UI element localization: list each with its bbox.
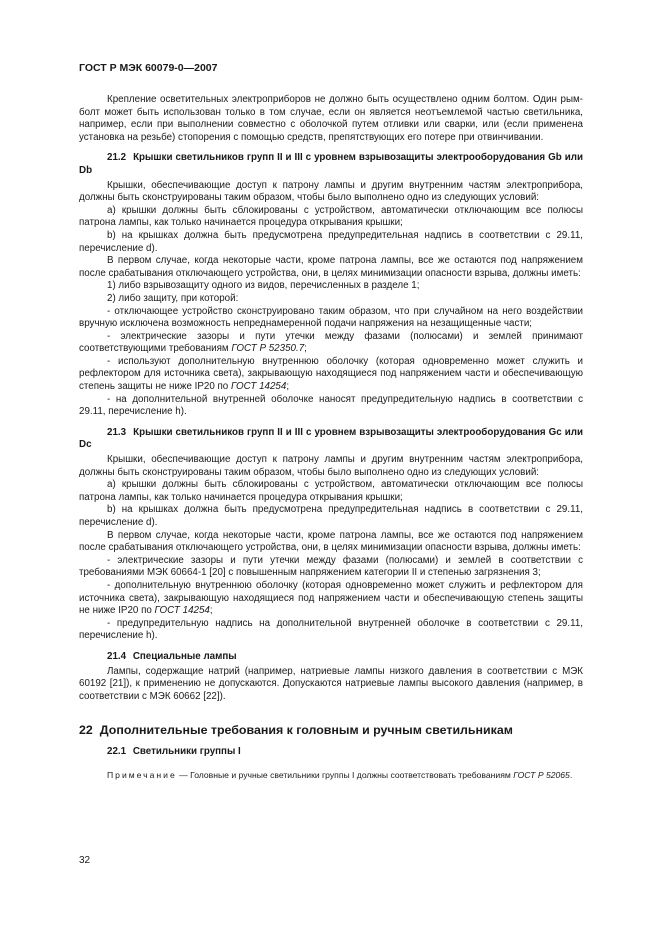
text: ; bbox=[286, 381, 290, 393]
list-item: b) на крышках должна быть предусмотрена предупредительная надпись в соответствии с 29.11, перечисление d). bbox=[79, 229, 583, 254]
section-number: 22 bbox=[79, 723, 93, 738]
text: . bbox=[569, 769, 573, 780]
section-title: Светильники группы I bbox=[132, 745, 241, 757]
note-text: — Головные и ручные светильники группы I должны соответствовать требованиям bbox=[176, 769, 514, 780]
page-number: 32 bbox=[79, 855, 91, 866]
list-item bbox=[79, 331, 583, 356]
intro-paragraph: Крепление осветительных электроприборов не должно быть осуществлено одним болтом. Один рым-болт может быть использован только в том случае, если он является неотъемлемой частью светильника, например, если при выполнении совместно с оболочкой путем отливки или сварки, или (если применена установка на резьбе) стопорения с помощью средств, препятствующих его потере при отвинчивании. bbox=[79, 94, 583, 143]
paragraph: В первом случае, когда некоторые части, кроме патрона лампы, все же остаются под напряжением после срабатывания отключающего устройства, они, в целях минимизации опасности взрыва, должны иметь: bbox=[79, 529, 583, 554]
text: - электрические зазоры и пути утечки между фазами (полюсами) и землей принимают соответствующими требованиям bbox=[79, 330, 583, 355]
list-item bbox=[79, 580, 583, 618]
section-title: Крышки светильников групп II и III с уровнем взрывозащиты электрооборудования Gb или Db bbox=[79, 152, 583, 176]
standard-reference: ГОСТ Р 52350.7 bbox=[231, 343, 305, 355]
note bbox=[79, 770, 583, 781]
section-number: 21.3 bbox=[107, 426, 127, 438]
section-number: 21.2 bbox=[107, 152, 127, 164]
section-title: Дополнительные требования к головным и ручным светильникам bbox=[99, 723, 513, 738]
list-item: - предупредительную надпись на дополнительной внутренней оболочке в соответствии с 29.11, перечисление h). bbox=[79, 617, 583, 642]
section-21-4-heading bbox=[79, 651, 583, 664]
list-item: b) на крышках должна быть предусмотрена предупредительная надпись в соответствии с 29.11, перечисление d). bbox=[79, 504, 583, 528]
text: - используют дополнительную внутреннюю оболочку (которая одновременно может служить и рефлектором для источника света), закрывающую находящиеся под напряжением части и обеспечивающую степень защиты не ниже IP20 по bbox=[79, 355, 583, 393]
paragraph: Крышки, обеспечивающие доступ к патрону лампы и другим внутренним частям электроприбора, должны быть сконструированы таким образом, чтобы было выполнено одно из следующих условий: bbox=[79, 179, 583, 204]
text: ; bbox=[304, 343, 307, 355]
section-title: Специальные лампы bbox=[132, 650, 237, 662]
section-22-1-heading bbox=[79, 746, 583, 759]
list-item: а) крышки должны быть сблокированы с устройством, автоматически отключающим все полюсы патрона лампы, как только начинается процедура открывания крышки; bbox=[79, 204, 583, 229]
text: - дополнительную внутреннюю оболочку (которая одновременно может служить и рефлектором для источника света), закрывающую находящиеся под напряжением части и обеспечивающую степень защиты не ниже IP20 по bbox=[79, 579, 583, 617]
standard-reference: ГОСТ Р 52065 bbox=[513, 769, 570, 780]
document-body bbox=[79, 94, 583, 781]
note-label: Примечание bbox=[107, 769, 177, 780]
list-item: 2) либо защиту, при которой: bbox=[107, 292, 239, 304]
section-21-2-heading bbox=[79, 152, 583, 177]
paragraph: Лампы, содержащие натрий (например, натриевые лампы низкого давления в соответствии с МЭК 60192 [21]), к применению не допускаются. Допускаются натриевые лампы высокого давления (например, в соответствии с МЭК 60662 [22]). bbox=[79, 665, 583, 702]
section-number: 22.1 bbox=[107, 745, 127, 757]
list-item: - электрические зазоры и пути утечки между фазами (полюсами) и землей в соответствии с требованиями МЭК 60664-1 [20] с повышенным напряжением категории II и степенью загрязнения 3; bbox=[79, 554, 583, 579]
list-item bbox=[79, 356, 583, 394]
standard-reference: ГОСТ 14254 bbox=[154, 605, 210, 617]
list-item: - отключающее устройство сконструировано таким образом, что при случайном на него воздействии вручную исключена возможность непреднамеренной подачи напряжения на незащищенные части; bbox=[79, 305, 583, 330]
standard-reference: ГОСТ 14254 bbox=[230, 381, 287, 393]
list-item: - на дополнительной внутренней оболочке наносят предупредительную надпись в соответствии с 29.11, перечисление h). bbox=[79, 393, 583, 418]
section-title: Крышки светильников групп II и III с уровнем взрывозащиты электрооборудования Gc или Dc bbox=[79, 426, 583, 451]
list-item: а) крышки должны быть сблокированы с устройством, автоматически отключающим все полюсы патрона лампы, как только начинается процедура открывания крышки; bbox=[79, 479, 583, 503]
list-item: 1) либо взрывозащиту одного из видов, перечисленных в разделе 1; bbox=[107, 280, 420, 292]
paragraph: Крышки, обеспечивающие доступ к патрону лампы и другим внутренним частям электроприбора, должны быть сконструированы таким образом, чтобы было выполнено одно из следующих условий: bbox=[79, 454, 583, 478]
section-21-3-heading bbox=[79, 427, 583, 452]
section-22-heading bbox=[79, 724, 583, 737]
text: ; bbox=[209, 605, 213, 617]
page-header: ГОСТ Р МЭК 60079-0—2007 bbox=[79, 62, 218, 74]
paragraph: В первом случае, когда некоторые части, кроме патрона лампы, все же остаются под напряжением после срабатывания отключающего устройства, они, в целях минимизации опасности взрыва, должны иметь: bbox=[79, 255, 583, 279]
section-number: 21.4 bbox=[107, 650, 127, 662]
